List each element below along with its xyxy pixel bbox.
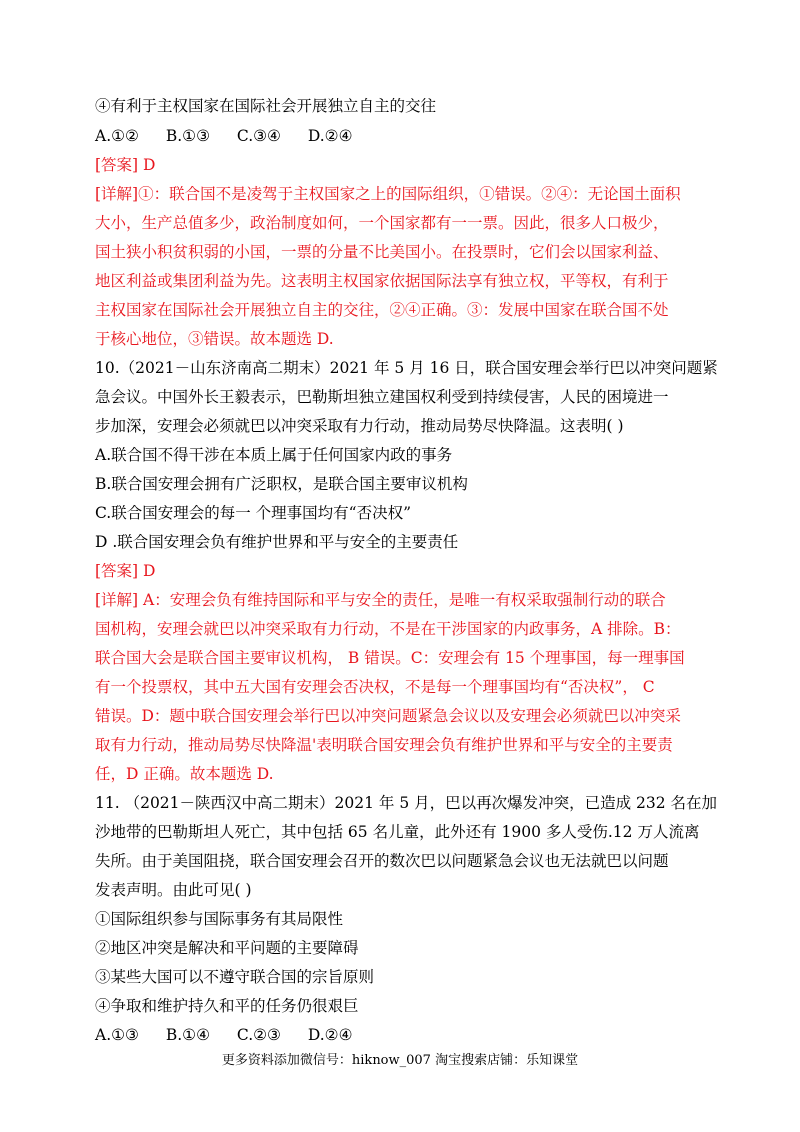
q11-option-b: B.①④	[165, 1026, 210, 1044]
q10-stem-line: 步加深，安理会必须就巴以冲突采取有力行动，推动局势尽快降温。这表明( )	[95, 417, 624, 435]
q10-stem-line: 急会议。中国外长王毅表示，巴勒斯坦独立建国权利受到持续侵害，人民的困境进一	[95, 388, 669, 406]
q11-option-a: A.①③	[95, 1026, 139, 1044]
q9-explanation-line: [详解]①：联合国不是凌驾于主权国家之上的国际组织，①错误。②④：无论国土面积	[95, 185, 681, 203]
q11-stem-line: 失所。由于美国阻挠，联合国安理会召开的数次巴以问题紧急会议也无法就巴以问题	[95, 852, 669, 870]
q11-item-3: ③某些大国可以不遵守联合国的宗旨原则	[95, 968, 375, 986]
q9-explanation-line: 大小，生产总值多少，政治制度如何，一个国家都有一一票。因此，很多人口极少，	[95, 214, 669, 232]
q10-explanation-line: 联合国大会是联合国主要审议机构， B 错误。C：安理会有 15 个理事国，每一理事国	[95, 649, 685, 667]
q10-stem-line: 10.（2021－山东济南高二期末）2021 年 5 月 16 日，联合国安理会举行巴以冲突问题紧	[95, 359, 718, 377]
q10-explanation-line: [详解] A：安理会负有维持国际和平与安全的责任，是唯一有权采取强制行动的联合	[95, 591, 666, 609]
q11-stem-line: 沙地带的巴勒斯坦人死亡，其中包括 65 名儿童，此外还有 1900 多人受伤.12 万人流离	[95, 823, 700, 841]
q10-explanation-line: 任，D 正确。故本题选 D.	[95, 765, 274, 783]
q10-answer: [答案] D	[95, 562, 156, 580]
q10-explanation-line: 错误。D：题中联合国安理会举行巴以冲突问题紧急会议以及安理会必须就巴以冲突采	[95, 707, 681, 725]
q11-stem-line: 发表声明。由此可见( )	[95, 881, 252, 899]
q9-item-4: ④有利于主权国家在国际社会开展独立自主的交往	[95, 97, 437, 115]
q9-option-d: D.②④	[307, 127, 353, 145]
q10-explanation-line: 取有力行动，推动局势尽快降温'表明联合国安理会负有维护世界和平与安全的主要责	[95, 736, 673, 754]
q9-answer: [答案] D	[95, 156, 156, 174]
q10-option-b: B.联合国安理会拥有广泛职权，是联合国主要审议机构	[95, 475, 468, 493]
q10-explanation-line: 有一个投票权，其中五大国有安理会否决权，不是每一个理事国均有“否决权”， C	[95, 678, 655, 696]
q10-option-c: C.联合国安理会的每一 个理事国均有“否决权”	[95, 504, 412, 522]
q9-option-c: C.③④	[236, 127, 281, 145]
q10-explanation-line: 国机构，安理会就巴以冲突采取有力行动，不是在干涉国家的内政事务，A 排除。B：	[95, 620, 681, 638]
q11-option-d: D.②④	[307, 1026, 353, 1044]
q9-explanation-line: 地区利益或集团利益为先。这表明主权国家依据国际法享有独立权，平等权，有利于	[95, 272, 669, 290]
q11-option-c: C.②③	[236, 1026, 281, 1044]
q11-item-2: ②地区冲突是解决和平问题的主要障碍	[95, 939, 359, 957]
q11-stem-line: 11. （2021－陕西汉中高二期末）2021 年 5 月，巴以再次爆发冲突，已造成 232 名在加	[95, 794, 718, 812]
q9-explanation-line: 主权国家在国际社会开展独立自主的交往，②④正确。③：发展中国家在联合国不处	[95, 301, 669, 319]
q9-options	[95, 126, 715, 146]
q9-explanation-line: 国土狭小积贫积弱的小国，一票的分量不比美国小。在投票时，它们会以国家利益、	[95, 243, 669, 261]
q11-options	[95, 1025, 715, 1045]
q11-item-4: ④争取和维护持久和平的任务仍很艰巨	[95, 997, 359, 1015]
q9-option-b: B.①③	[165, 127, 210, 145]
q10-option-d: D .联合国安理会负有维护世界和平与安全的主要责任	[95, 533, 459, 551]
q9-explanation-line: 于核心地位，③错误。故本题选 D.	[95, 330, 334, 348]
q9-option-a: A.①②	[95, 127, 139, 145]
q11-item-1: ①国际组织参与国际事务有其局限性	[95, 910, 344, 928]
page-footer: 更多资料添加微信号：hiknow_007 淘宝搜索店铺：乐知课堂	[221, 1053, 579, 1068]
q10-option-a: A.联合国不得干涉在本质上属于任何国家内政的事务	[95, 446, 453, 464]
